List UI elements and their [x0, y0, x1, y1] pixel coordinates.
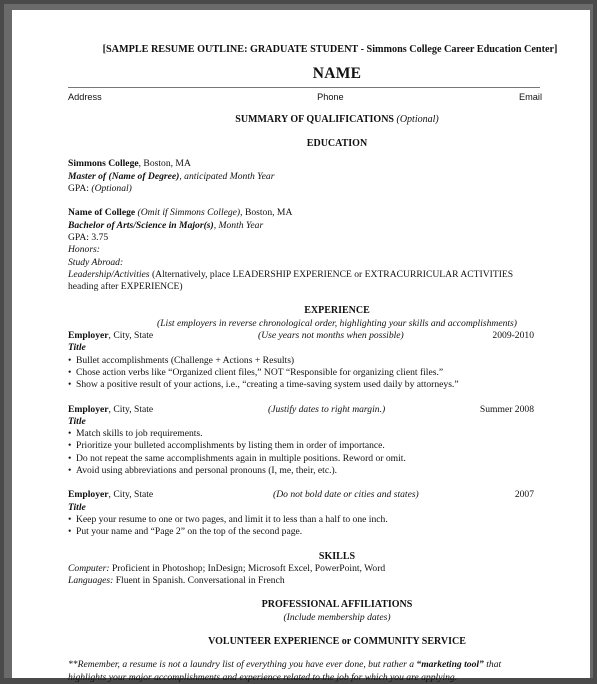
- experience-subtitle: (List employers in reverse chronological order, highlighting your skills and accomplishments): [157, 317, 517, 329]
- job-entry-3: Employer, City, State (Do not bold date or cities and states) 2007 Title • Keep your resume to one or two pages, and limit it to less than a half to one inch. • Put your name and “Page 2” on the top of the second page.: [68, 489, 576, 538]
- resume-page: [12, 10, 590, 683]
- list-item: • Keep your resume to one or two pages, and limit it to less than a half to one inch.: [68, 514, 576, 526]
- list-item: • Bullet accomplishments (Challenge + Actions + Results): [68, 355, 576, 367]
- contact-line: [68, 91, 542, 103]
- list-item: • Put your name and “Page 2” on the top of the second page.: [68, 526, 576, 538]
- education-entry-1: Simmons College, Boston, MA Master of (Name of Degree), anticipated Month Year GPA: (Optional): [68, 158, 275, 195]
- document-frame: [4, 4, 593, 683]
- list-item: • Show a positive result of your actions, i.e., “creating a time-saving system used daily by attorneys.”: [68, 379, 576, 391]
- header-divider: [68, 87, 540, 88]
- email-label: Email: [519, 91, 542, 102]
- volunteer-heading: VOLUNTEER EXPERIENCE or COMMUNITY SERVICE: [208, 635, 466, 647]
- list-item: • Do not repeat the same accomplishments again in multiple positions. Reword or omit.: [68, 453, 576, 465]
- affiliations-subtitle: (Include membership dates): [283, 611, 391, 623]
- list-item: • Prioritize your bulleted accomplishments by listing them in order of importance.: [68, 440, 576, 452]
- skills-languages: Languages: Fluent in Spanish. Conversational in French: [68, 575, 285, 587]
- list-item: • Match skills to job requirements.: [68, 428, 576, 440]
- affiliations-heading: PROFESSIONAL AFFILIATIONS: [261, 599, 413, 611]
- remember-note: **Remember, a resume is not a laundry list of everything you have ever done, but rather a “marketing tool” that highlights your major accomplishments and experience related to the job for which you are applying.: [68, 659, 502, 683]
- list-item: • Chose action verbs like “Organized client files,” NOT “Responsible for organizing client files.”: [68, 367, 576, 379]
- job-entry-2: Employer, City, State (Justify dates to right margin.) Summer 2008 Title • Match skills to job requirements. • Prioritize your bulleted accomplishments by listing them in order of importance. • Do not repeat the same accomplishments again in multiple positions. Reword or omit. • Avoid using abbreviations and personal pronouns (I, me, their, etc.).: [68, 404, 576, 478]
- list-item: • Avoid using abbreviations and personal pronouns (I, me, their, etc.).: [68, 465, 576, 477]
- summary-heading: SUMMARY OF QUALIFICATIONS (Optional): [235, 113, 439, 125]
- skills-computer: Computer: Proficient in Photoshop; InDesign; Microsoft Excel, PowerPoint, Word: [68, 562, 386, 574]
- education-entry-2: Name of College (Omit if Simmons College), Boston, MA Bachelor of Arts/Science in Major(s), Month Year GPA: 3.75 Honors: Study Abroad: Leadership/Activities (Alternatively, place LEADERSHIP EXPERIENCE or EXTRACURRICULAR ACTIVITIES heading after EXPERIENCE): [68, 207, 514, 293]
- outline-title: [SAMPLE RESUME OUTLINE: GRADUATE STUDENT - Simmons College Career Education Center]: [102, 44, 558, 55]
- address-label: Address: [68, 91, 102, 102]
- phone-label: Phone: [317, 91, 344, 102]
- skills-heading: SKILLS: [318, 550, 356, 562]
- experience-heading: EXPERIENCE: [304, 305, 370, 317]
- resume-name: NAME: [312, 65, 362, 83]
- job-entry-1: Employer, City, State (Use years not months when possible) 2009-2010 Title • Bullet accomplishments (Challenge + Actions + Results) • Chose action verbs like “Organized client files,” NOT “Responsible for organizing client files.” • Show a positive result of your actions, i.e., “creating a time-saving system used daily by attorneys.”: [68, 330, 576, 391]
- education-heading: EDUCATION: [306, 138, 368, 150]
